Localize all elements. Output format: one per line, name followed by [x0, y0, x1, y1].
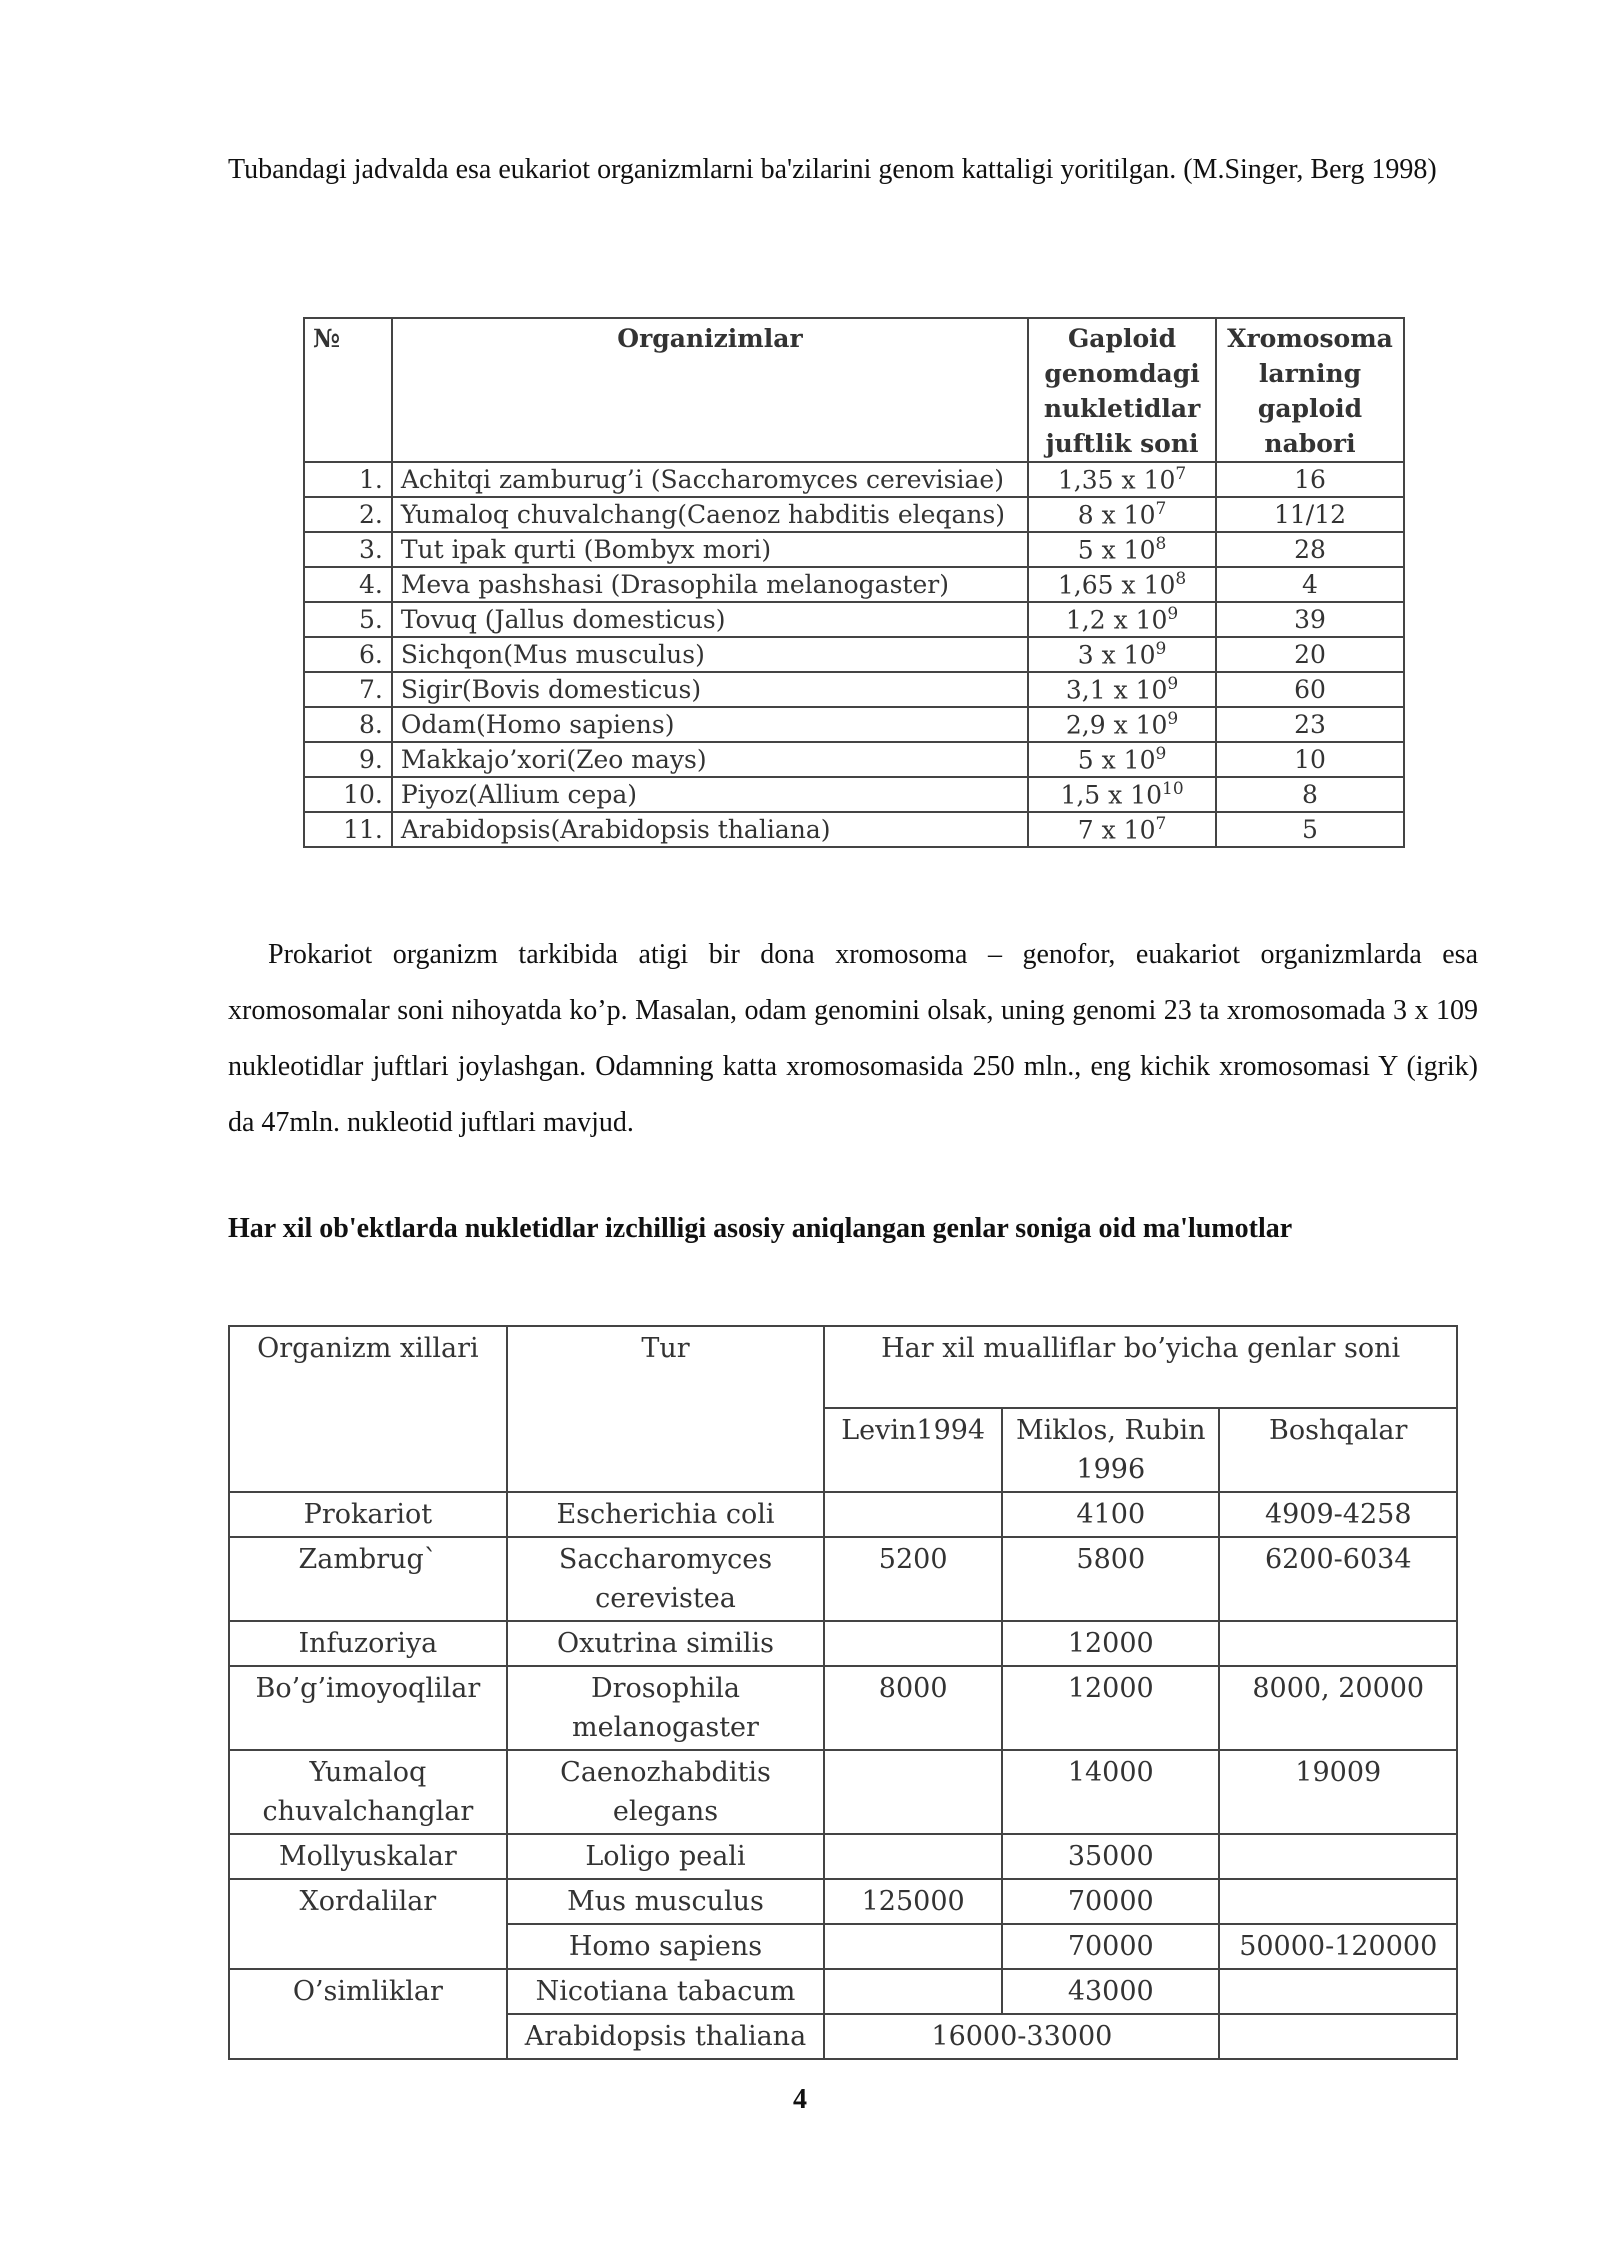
genome-exponent: 7	[1155, 814, 1167, 835]
chromosome-count: 60	[1216, 672, 1404, 707]
organism-group: Infuzoriya	[229, 1621, 507, 1666]
table-row	[229, 1750, 1457, 1834]
table-row	[229, 1969, 1457, 2014]
row-number: 9.	[304, 742, 392, 777]
table-row	[304, 777, 1404, 812]
genome-exponent: 7	[1155, 499, 1167, 520]
genome-pairs	[1028, 742, 1216, 777]
genome-exponent: 9	[1155, 744, 1167, 765]
table-row	[229, 1834, 1457, 1879]
species-name: Loligo peali	[507, 1834, 824, 1879]
other-count: 4909-4258	[1219, 1492, 1457, 1537]
header-line: gaploid	[1257, 394, 1363, 423]
miklos-count: 70000	[1002, 1879, 1219, 1924]
species-name: Escherichia coli	[507, 1492, 824, 1537]
table-row	[229, 1537, 1457, 1621]
genome-exponent: 7	[1175, 464, 1187, 485]
genome-size-table	[303, 317, 1405, 848]
table-row	[229, 1666, 1457, 1750]
header-line: Gaploid	[1067, 324, 1177, 353]
genome-pairs	[1028, 637, 1216, 672]
levin-count: 5200	[824, 1537, 1002, 1621]
organism-name: Meva pashshasi (Drasophila melanogaster)	[392, 567, 1028, 602]
other-count	[1219, 2014, 1457, 2059]
organism-group: Xordalilar	[229, 1879, 507, 1969]
row-number: 1.	[304, 462, 392, 497]
table-row	[304, 742, 1404, 777]
organism-name: Piyoz(Allium cepa)	[392, 777, 1028, 812]
table-row	[304, 707, 1404, 742]
header-others: Boshqalar	[1219, 1408, 1457, 1492]
miklos-count: 12000	[1002, 1666, 1219, 1750]
genome-pairs	[1028, 602, 1216, 637]
miklos-count: 43000	[1002, 1969, 1219, 2014]
genome-exponent: 9	[1167, 674, 1179, 695]
table-row	[304, 567, 1404, 602]
genome-pairs	[1028, 567, 1216, 602]
other-count: 8000, 20000	[1219, 1666, 1457, 1750]
other-count: 6200-6034	[1219, 1537, 1457, 1621]
row-number: 7.	[304, 672, 392, 707]
miklos-count: 70000	[1002, 1924, 1219, 1969]
header-line: nukletidlar	[1043, 394, 1201, 423]
genome-exponent: 9	[1155, 639, 1167, 660]
species-name: Saccharomyces cerevistea	[507, 1537, 824, 1621]
header-line: Xromosoma	[1227, 324, 1393, 353]
genome-pairs	[1028, 497, 1216, 532]
genome-exponent: 8	[1175, 569, 1187, 590]
section-heading: Har xil ob'ektlarda nukletidlar izchilligi asosiy aniqlangan genlar soniga oid ma'lumotlar	[228, 1213, 1293, 1244]
chromosome-count: 8	[1216, 777, 1404, 812]
genome-pairs	[1028, 812, 1216, 847]
levin-count	[824, 1969, 1002, 2014]
chromosome-count: 23	[1216, 707, 1404, 742]
intro-paragraph: Tubandagi jadvalda esa eukariot organizmlarni ba'zilarini genom kattaligi yoritilgan. (M.Singer, Berg 1998)	[228, 154, 1437, 185]
genome-base: 5 x 10	[1077, 535, 1156, 565]
genome-base: 1,35 x 10	[1057, 465, 1176, 495]
table-header-row	[304, 318, 1404, 462]
levin-count: 125000	[824, 1879, 1002, 1924]
genome-base: 1,5 x 10	[1060, 780, 1163, 810]
organism-name: Sigir(Bovis domesticus)	[392, 672, 1028, 707]
organism-group: Mollyuskalar	[229, 1834, 507, 1879]
genome-pairs	[1028, 532, 1216, 567]
genome-pairs	[1028, 707, 1216, 742]
genome-base: 3 x 10	[1077, 640, 1156, 670]
miklos-count: 5800	[1002, 1537, 1219, 1621]
genome-base: 3,1 x 10	[1065, 675, 1168, 705]
row-number: 2.	[304, 497, 392, 532]
miklos-count: 35000	[1002, 1834, 1219, 1879]
chromosome-count: 20	[1216, 637, 1404, 672]
row-number: 4.	[304, 567, 392, 602]
gene-table-body	[229, 1326, 1457, 2059]
genome-base: 8 x 10	[1077, 500, 1156, 530]
organism-group: O’simliklar	[229, 1969, 507, 2059]
levin-count	[824, 1492, 1002, 1537]
table-row	[229, 1492, 1457, 1537]
organism-name: Arabidopsis(Arabidopsis thaliana)	[392, 812, 1028, 847]
table-row	[304, 532, 1404, 567]
gene-count-table	[228, 1325, 1458, 2060]
row-number: 3.	[304, 532, 392, 567]
organism-group: Bo’g’imoyoqlilar	[229, 1666, 507, 1750]
genome-pairs	[1028, 672, 1216, 707]
header-miklos: Miklos, Rubin 1996	[1002, 1408, 1219, 1492]
chromosome-count: 39	[1216, 602, 1404, 637]
species-name: Nicotiana tabacum	[507, 1969, 824, 2014]
organism-group: Prokariot	[229, 1492, 507, 1537]
header-chromosome-set	[1216, 318, 1404, 462]
table-header-row	[229, 1326, 1457, 1408]
organism-group: Yumaloq chuvalchanglar	[229, 1750, 507, 1834]
chromosome-count: 28	[1216, 532, 1404, 567]
chromosome-count: 11/12	[1216, 497, 1404, 532]
genome-base: 1,2 x 10	[1065, 605, 1168, 635]
species-name: Drosophila melanogaster	[507, 1666, 824, 1750]
levin-count	[824, 1621, 1002, 1666]
organism-name: Yumaloq chuvalchang(Caenoz habditis eleqans)	[392, 497, 1028, 532]
genome-exponent: 8	[1155, 534, 1167, 555]
organism-name: Tovuq (Jallus domesticus)	[392, 602, 1028, 637]
genome-exponent: 9	[1167, 709, 1179, 730]
table-row	[229, 1879, 1457, 1924]
other-count: 19009	[1219, 1750, 1457, 1834]
genome-exponent: 10	[1162, 779, 1184, 800]
header-levin: Levin1994	[824, 1408, 1002, 1492]
levin-count	[824, 1924, 1002, 1969]
header-line: larning	[1258, 359, 1362, 388]
header-line: nabori	[1264, 429, 1356, 458]
table-row	[304, 672, 1404, 707]
genome-base: 5 x 10	[1077, 745, 1156, 775]
species-name: Homo sapiens	[507, 1924, 824, 1969]
genome-pairs	[1028, 462, 1216, 497]
header-species: Tur	[507, 1326, 824, 1492]
genome-base: 7 x 10	[1077, 815, 1156, 845]
table-row	[304, 812, 1404, 847]
other-count	[1219, 1834, 1457, 1879]
species-name: Caenozhabditis elegans	[507, 1750, 824, 1834]
genome-base: 2,9 x 10	[1065, 710, 1168, 740]
organism-name: Makkajo’xori(Zeo mays)	[392, 742, 1028, 777]
genome-exponent: 9	[1167, 604, 1179, 625]
header-organisms: Organizimlar	[392, 318, 1028, 462]
body-paragraph: Prokariot organizm tarkibida atigi bir dona xromosoma – genofor, euakariot organizmlarda esa xromosomalar soni nihoyatda ko’p. Masalan, odam genomini olsak, uning genomi 23 ta xromosomada 3 x 109 nukleotidlar juftlari joylashgan. Odamning katta xromosomasida 250 mln., eng kichik xromosomasi Y (igrik) da 47mln. nukleotid juftlari mavjud.	[228, 939, 1478, 1138]
row-number: 8.	[304, 707, 392, 742]
page-number: 4	[793, 2084, 807, 2115]
miklos-count: 16000-33000	[824, 2014, 1219, 2059]
levin-count	[824, 1750, 1002, 1834]
organism-name: Odam(Homo sapiens)	[392, 707, 1028, 742]
levin-count: 8000	[824, 1666, 1002, 1750]
table-row	[304, 497, 1404, 532]
genome-table-body	[304, 462, 1404, 847]
other-count	[1219, 1969, 1457, 2014]
header-genome-pairs	[1028, 318, 1216, 462]
table-row	[304, 637, 1404, 672]
species-name: Mus musculus	[507, 1879, 824, 1924]
chromosome-count: 5	[1216, 812, 1404, 847]
row-number: 10.	[304, 777, 392, 812]
row-number: 5.	[304, 602, 392, 637]
levin-count	[824, 1834, 1002, 1879]
header-organism-group: Organizm xillari	[229, 1326, 507, 1492]
other-count: 50000-120000	[1219, 1924, 1457, 1969]
other-count	[1219, 1879, 1457, 1924]
table-row	[304, 602, 1404, 637]
row-number: 11.	[304, 812, 392, 847]
chromosome-count: 16	[1216, 462, 1404, 497]
header-number: №	[304, 318, 392, 462]
organism-name: Tut ipak qurti (Bombyx mori)	[392, 532, 1028, 567]
chromosome-count: 4	[1216, 567, 1404, 602]
species-name: Arabidopsis thaliana	[507, 2014, 824, 2059]
genome-pairs	[1028, 777, 1216, 812]
miklos-count: 12000	[1002, 1621, 1219, 1666]
header-authors-span: Har xil mualliflar bo’yicha genlar soni	[824, 1326, 1457, 1408]
header-line: genomdagi	[1044, 359, 1200, 388]
species-name: Oxutrina similis	[507, 1621, 824, 1666]
miklos-count: 14000	[1002, 1750, 1219, 1834]
chromosome-count: 10	[1216, 742, 1404, 777]
organism-name: Achitqi zamburug’i (Saccharomyces cerevisiae)	[392, 462, 1028, 497]
table-row	[304, 462, 1404, 497]
row-number: 6.	[304, 637, 392, 672]
organism-name: Sichqon(Mus musculus)	[392, 637, 1028, 672]
table-row	[229, 1621, 1457, 1666]
header-line: juftlik soni	[1045, 429, 1199, 458]
organism-group: Zambrug`	[229, 1537, 507, 1621]
miklos-count: 4100	[1002, 1492, 1219, 1537]
other-count	[1219, 1621, 1457, 1666]
genome-base: 1,65 x 10	[1057, 570, 1176, 600]
